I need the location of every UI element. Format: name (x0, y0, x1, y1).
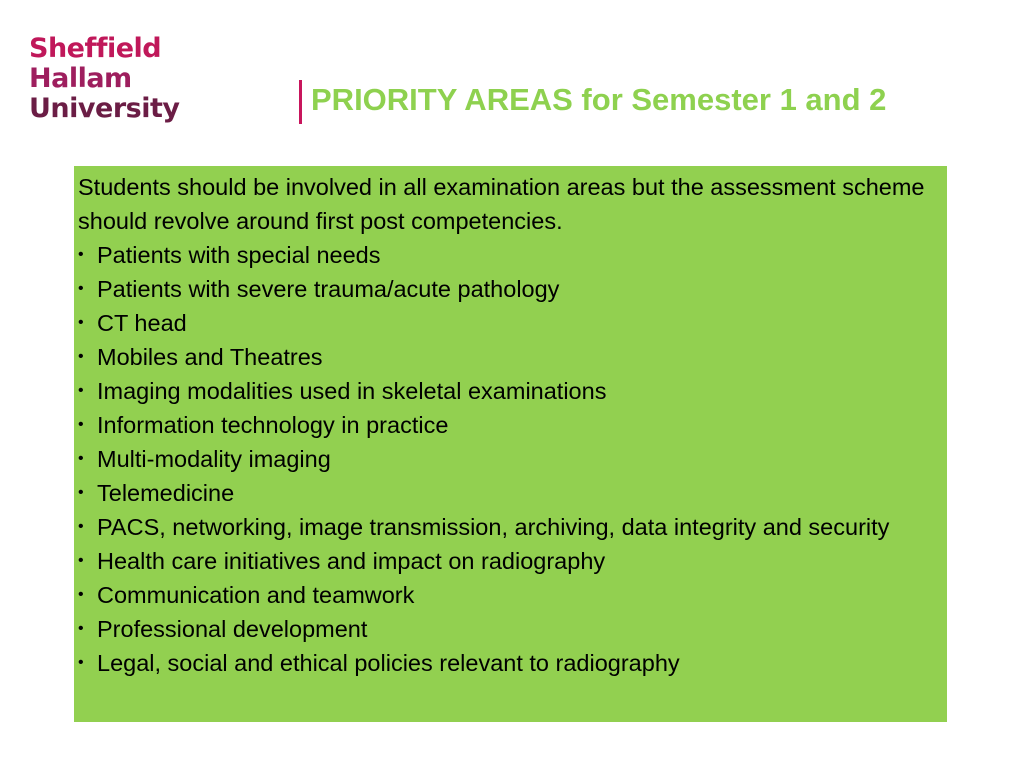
bullet-icon: • (78, 552, 84, 569)
logo-line-2: Hallam (29, 63, 132, 94)
list-item-text: Professional development (97, 616, 368, 642)
bullet-icon: • (78, 416, 84, 433)
list-item (78, 646, 943, 680)
title-accent-bar (299, 80, 302, 124)
bullet-icon: • (78, 450, 84, 467)
slide-title: PRIORITY AREAS for Semester 1 and 2 (311, 82, 887, 117)
university-logo (29, 34, 179, 124)
bullet-icon: • (78, 382, 84, 399)
bullet-icon: • (78, 484, 84, 501)
bullet-icon: • (78, 586, 84, 603)
list-item-text: Telemedicine (97, 480, 235, 506)
list-item (78, 374, 943, 408)
list-item-text: Health care initiatives and impact on radiography (97, 548, 606, 574)
list-item-text: Patients with special needs (97, 242, 381, 268)
list-item (78, 578, 943, 612)
list-item (78, 238, 943, 272)
list-item-text: CT head (97, 310, 187, 336)
content-box (74, 166, 947, 722)
bullet-icon: • (78, 246, 84, 263)
list-item-text: Communication and teamwork (97, 582, 415, 608)
list-item (78, 306, 943, 340)
logo-line-3: University (29, 93, 180, 124)
list-item-text: Mobiles and Theatres (97, 344, 323, 370)
bullet-icon: • (78, 280, 84, 297)
list-item (78, 408, 943, 442)
bullet-icon: • (78, 518, 84, 535)
list-item-text: PACS, networking, image transmission, archiving, data integrity and security (97, 514, 890, 540)
list-item (78, 510, 943, 544)
bullet-icon: • (78, 314, 84, 331)
list-item (78, 272, 943, 306)
list-item-text: Patients with severe trauma/acute pathology (97, 276, 560, 302)
intro-text: Students should be involved in all examination areas but the assessment scheme should revolve around first post competencies. (78, 174, 925, 234)
list-item-text: Information technology in practice (97, 412, 449, 438)
priority-list (78, 238, 943, 680)
list-item (78, 544, 943, 578)
bullet-icon: • (78, 348, 84, 365)
list-item (78, 612, 943, 646)
list-item (78, 340, 943, 374)
list-item-text: Imaging modalities used in skeletal examinations (97, 378, 607, 404)
list-item (78, 442, 943, 476)
logo-line-1: Sheffield (29, 33, 162, 64)
bullet-icon: • (78, 654, 84, 671)
list-item-text: Multi-modality imaging (97, 446, 331, 472)
list-item (78, 476, 943, 510)
list-item-text: Legal, social and ethical policies relevant to radiography (97, 650, 680, 676)
bullet-icon: • (78, 620, 84, 637)
